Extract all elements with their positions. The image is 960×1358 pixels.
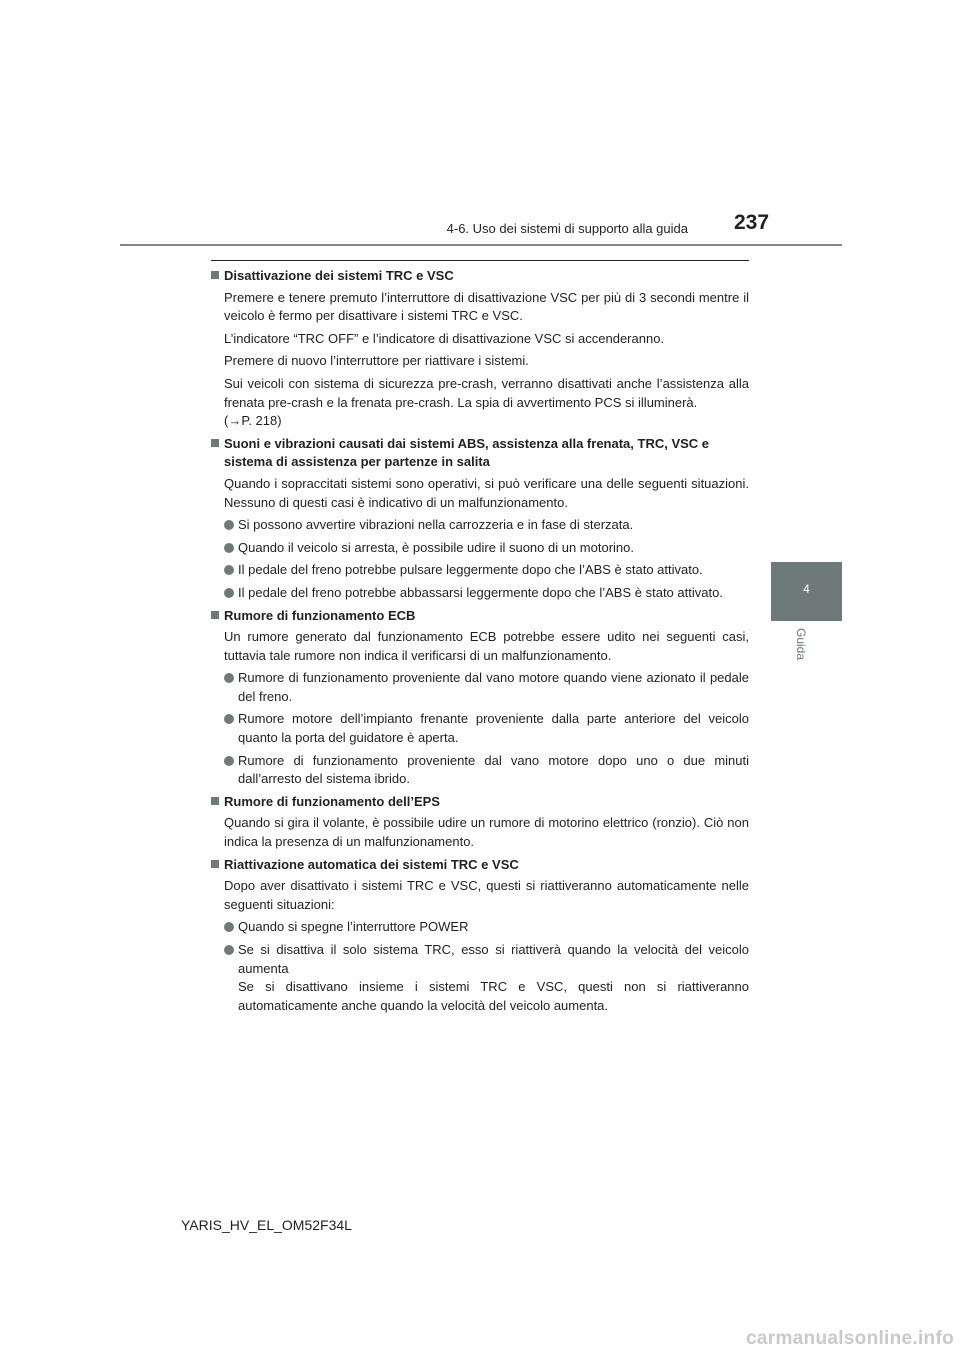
list-item-text: Si possono avvertire vibrazioni nella carrozzeria e in fase di sterzata. xyxy=(238,517,634,533)
header-section-title: 4-6. Uso dei sistemi di supporto alla guida xyxy=(446,221,688,236)
round-bullet-icon xyxy=(224,565,234,575)
section-title-text: Disattivazione dei sistemi TRC e VSC xyxy=(224,268,454,283)
model-code: YARIS_HV_EL_OM52F34L xyxy=(181,1217,352,1233)
round-bullet-icon xyxy=(224,588,234,598)
square-bullet-icon xyxy=(211,860,219,868)
paragraph: Quando si gira il volante, è possibile udire un rumore di motorino elettrico (ronzio). Ciò non indica la presenza di un malfunzionamento. xyxy=(224,815,749,850)
section-title-text: Rumore di funzionamento dell’EPS xyxy=(224,793,440,809)
paragraph: Sui veicoli con sistema di sicurezza pre-crash, verranno disattivati anche l’assistenza alla frenata pre-crash e la frenata pre-crash. La spia di avvertimento PCS si illuminerà. xyxy=(224,375,749,410)
list-item xyxy=(211,669,749,706)
list-item xyxy=(211,584,749,603)
chapter-label xyxy=(786,628,830,668)
chapter-tab[interactable] xyxy=(771,562,842,621)
square-bullet-icon xyxy=(211,797,219,805)
list-item-text: Il pedale del freno potrebbe pulsare leggermente dopo che l’ABS è stato attivato. xyxy=(238,562,703,578)
list-item xyxy=(211,539,749,558)
chapter-label-text: Guida xyxy=(794,628,808,661)
list-item-text: Il pedale del freno potrebbe abbassarsi leggermente dopo che l’ABS è stato attivato. xyxy=(238,584,723,600)
list-item xyxy=(211,941,749,978)
round-bullet-icon xyxy=(224,520,234,530)
page-content xyxy=(211,267,749,1019)
list-item xyxy=(211,561,749,580)
round-bullet-icon xyxy=(224,673,234,683)
list-item-continuation xyxy=(211,978,749,1015)
paragraph: Un rumore generato dal funzionamento ECB potrebbe essere udito nei seguenti casi, tuttavia tale rumore non indica il verificarsi di un malfunzionamento. xyxy=(224,629,749,663)
list-item-text: Se si disattiva il solo sistema TRC, esso si riattiverà quando la velocità del veicolo aumenta xyxy=(238,942,749,976)
section-title xyxy=(211,435,749,472)
list-item xyxy=(211,752,749,789)
paragraph: L’indicatore “TRC OFF” e l’indicatore di disattivazione VSC si accenderanno. xyxy=(224,330,665,346)
round-bullet-icon xyxy=(224,714,234,724)
round-bullet-icon xyxy=(224,922,234,932)
page-reference-link[interactable]: (→P. 218) xyxy=(224,413,282,429)
section-title xyxy=(211,607,749,626)
square-bullet-icon xyxy=(211,611,219,619)
square-bullet-icon xyxy=(211,439,219,447)
section-title-text: Riattivazione automatica dei sistemi TRC e VSC xyxy=(224,856,519,872)
list-item xyxy=(211,918,749,937)
chapter-number: 4 xyxy=(803,582,810,596)
paragraph: Quando i sopraccitati sistemi sono operativi, si può verificare una delle seguenti situazioni. Nessuno di questi casi è indicativo di un malfunzionamento. xyxy=(224,475,749,510)
paragraph: Premere di nuovo l’interruttore per riattivare i sistemi. xyxy=(224,353,529,369)
list-item-text: Se si disattivano insieme i sistemi TRC e VSC, questi non si riattiveranno automaticamente anche quando la velocità del veicolo aumenta. xyxy=(238,979,749,1013)
list-item-text: Rumore motore dell’impianto frenante proveniente dalla parte anteriore del veicolo quanto la porta del guidatore è aperta. xyxy=(238,711,749,746)
round-bullet-icon xyxy=(224,543,234,553)
list-item xyxy=(211,516,749,535)
square-bullet-icon xyxy=(211,271,219,279)
section-title-text: Suoni e vibrazioni causati dai sistemi ABS, assistenza alla frenata, TRC, VSC e sistema di assistenza per partenze in salita xyxy=(224,435,710,470)
watermark-link[interactable]: carmanualsonline.info xyxy=(746,1328,954,1349)
list-item xyxy=(211,710,749,747)
list-item-text: Rumore di funzionamento proveniente dal vano motore dopo uno o due minuti dall’arresto del sistema ibrido. xyxy=(238,752,749,787)
header-divider xyxy=(120,244,842,246)
section-title xyxy=(211,856,749,875)
round-bullet-icon xyxy=(224,756,234,766)
section-title xyxy=(211,793,749,812)
section-title-text: Rumore di funzionamento ECB xyxy=(224,607,416,623)
round-bullet-icon xyxy=(224,945,234,955)
section-title xyxy=(211,267,749,286)
paragraph: Premere e tenere premuto l’interruttore di disattivazione VSC per più di 3 secondi mentre il veicolo è fermo per disattivare i sistemi TRC e VSC. xyxy=(224,289,749,324)
list-item-text: Rumore di funzionamento proveniente dal vano motore quando viene azionato il pedale del freno. xyxy=(238,670,749,704)
content-divider xyxy=(211,260,749,261)
list-item-text: Quando il veicolo si arresta, è possibile udire il suono di un motorino. xyxy=(238,539,634,555)
list-item-text: Quando si spegne l’interruttore POWER xyxy=(238,919,469,935)
paragraph: Dopo aver disattivato i sistemi TRC e VSC, questi si riattiveranno automaticamente nelle seguenti situazioni: xyxy=(224,878,749,912)
page-number: 237 xyxy=(734,211,770,234)
